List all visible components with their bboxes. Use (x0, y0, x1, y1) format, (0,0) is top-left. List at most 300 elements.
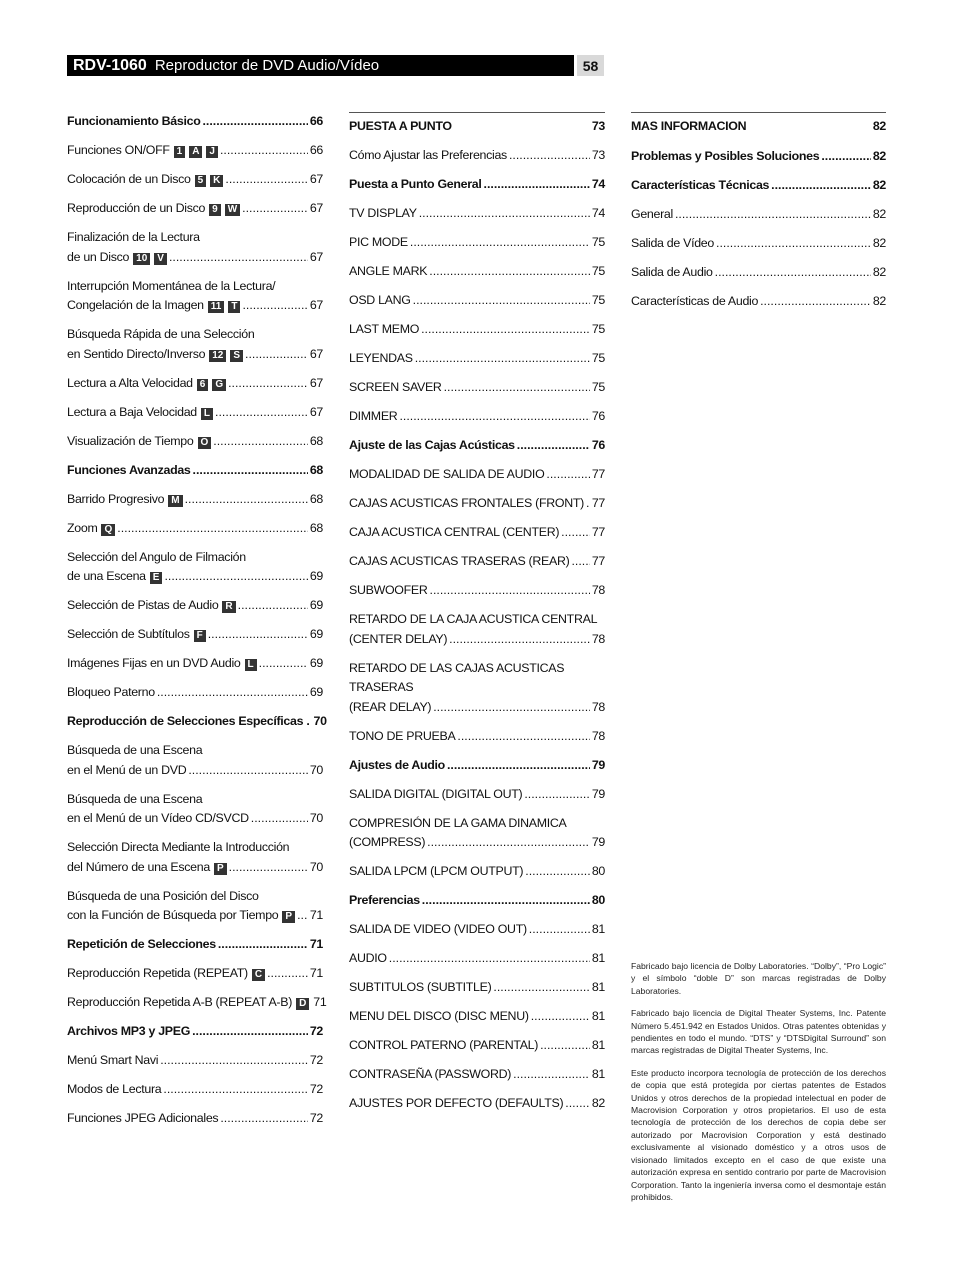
toc-entry-title: CAJAS ACUSTICAS TRASERAS (REAR) (349, 554, 570, 568)
toc-entry (67, 1109, 323, 1129)
toc-entry-title: de un Disco (67, 249, 130, 264)
toc-entry-line (631, 234, 886, 254)
toc-entry (349, 610, 605, 649)
toc-entry-line (631, 176, 886, 196)
toc-entry-line (349, 552, 605, 572)
toc-leader-dots (586, 494, 590, 514)
toc-entry (349, 727, 605, 747)
remote-key-badge: Q (101, 524, 115, 536)
toc-entry-line (67, 712, 327, 732)
toc-leader-dots (251, 809, 308, 829)
toc-entry-title: PIC MODE (349, 235, 408, 249)
toc-entry-line (349, 756, 605, 776)
toc-entry-title-line: Selección Directa Mediante la Introducción (67, 840, 290, 854)
toc-leader-dots (484, 175, 590, 195)
toc-entry-title: TV DISPLAY (349, 206, 417, 220)
toc-leader-dots (529, 920, 590, 940)
toc-entry (67, 625, 323, 645)
toc-leader-dots (157, 683, 308, 703)
toc-entry-line (67, 858, 323, 878)
toc-entry-title: Problemas y Posibles Soluciones (631, 148, 820, 163)
toc-leader-dots (513, 1065, 590, 1085)
toc-entry-line (631, 263, 886, 283)
toc-entry (349, 581, 605, 601)
toc-page-number: 72 (309, 1053, 323, 1067)
toc-leader-dots (509, 146, 590, 166)
toc-page-number: 75 (591, 351, 605, 365)
toc-page-number: 75 (591, 322, 605, 336)
remote-key-badge: 11 (208, 301, 225, 313)
toc-page-number: 68 (309, 520, 323, 535)
toc-leader-dots (565, 1094, 590, 1114)
remote-key-badge: C (252, 969, 265, 981)
toc-entry (349, 552, 605, 572)
toc-entry-title: Congelación de la Imagen (67, 298, 204, 312)
toc-entry-title: LAST MEMO (349, 322, 420, 336)
toc-page-number: 69 (309, 656, 323, 670)
toc-leader-dots (422, 891, 590, 911)
toc-page-number: 73 (591, 148, 605, 162)
toc-entry-title: Reproducción Repetida A-B (REPEAT A-B) (67, 995, 293, 1009)
toc-page-number: 68 (309, 491, 323, 506)
toc-entry-title: SCREEN SAVER (349, 380, 442, 394)
toc-entry-line (631, 117, 886, 137)
model-name: RDV-1060 (73, 56, 147, 74)
toc-entry-title: CONTRASEÑA (PASSWORD) (349, 1067, 512, 1081)
toc-entry-title-line: Interrupción Momentánea de la Lectura/ (67, 278, 276, 293)
toc-entry (349, 949, 605, 969)
toc-entry-line (349, 523, 605, 543)
remote-key-badge: L (201, 408, 213, 420)
toc-page-number: 72 (309, 1111, 323, 1125)
toc-leader-dots (427, 833, 590, 853)
toc-entry-title: en el Menú de un Vídeo CD/SVCD (67, 811, 249, 825)
toc-entry (349, 1094, 605, 1114)
remote-key-badge: 1 (174, 146, 186, 158)
toc-entry (349, 407, 605, 427)
toc-entry (67, 374, 323, 394)
remote-key-badge: R (222, 601, 235, 613)
toc-entry-title-line: RETARDO DE LAS CAJAS ACUSTICAS TRASERAS (349, 660, 565, 694)
toc-entry-title: SALIDA LPCM (LPCM OUTPUT) (349, 864, 524, 878)
remote-key-badge: F (194, 630, 206, 642)
toc-entry-line (67, 596, 323, 616)
toc-leader-dots (259, 654, 308, 674)
toc-entry-line (67, 345, 323, 365)
toc-entry-line (349, 949, 605, 969)
toc-entry (349, 291, 605, 311)
toc-entry-title: SUBTITULOS (SUBTITLE) (349, 980, 492, 994)
toc-entry (67, 325, 323, 364)
toc-entry (349, 465, 605, 485)
toc-entry-title: Ajuste de las Cajas Acústicas (349, 438, 515, 452)
toc-entry-title: MODALIDAD DE SALIDA DE AUDIO (349, 467, 545, 481)
toc-entry (67, 683, 323, 703)
toc-entry-title: Funciones Avanzadas (67, 462, 191, 477)
toc-entry-line (67, 199, 323, 219)
toc-page-number: 82 (872, 177, 886, 192)
toc-page-number: 82 (872, 148, 886, 163)
remote-key-badge: P (282, 911, 295, 923)
remote-key-badge: A (189, 146, 202, 158)
toc-page-number: 75 (591, 264, 605, 278)
toc-page-number: 69 (309, 627, 323, 641)
toc-entry (349, 262, 605, 282)
toc-leader-dots (571, 552, 589, 572)
toc-entry-title: Selección de Pistas de Audio (67, 598, 219, 612)
toc-entry (67, 277, 323, 316)
toc-entry-title: Modos de Lectura (67, 1082, 162, 1096)
toc-entry-title: en Sentido Directo/Inverso (67, 346, 206, 361)
toc-entry-line (67, 809, 323, 829)
toc-leader-dots (531, 1007, 590, 1027)
toc-entry-title: Archivos MP3 y JPEG (67, 1024, 191, 1038)
toc-entry-title-line: Búsqueda de una Escena (67, 743, 203, 757)
toc-entry-title: Preferencias (349, 893, 420, 907)
toc-entry-line (349, 291, 605, 311)
toc-entry-line (349, 407, 605, 427)
toc-page-number: 77 (591, 496, 605, 510)
remote-key-badge: D (296, 998, 309, 1010)
toc-page-number: 82 (872, 206, 886, 221)
toc-entry-title: (REAR DELAY) (349, 699, 432, 714)
toc-entry-title: Colocación de un Disco (67, 172, 191, 186)
toc-entry-title: AJUSTES POR DEFECTO (DEFAULTS) (349, 1096, 564, 1110)
toc-leader-dots (238, 596, 308, 616)
toc-entry-line (67, 567, 323, 587)
toc-entry (349, 1036, 605, 1056)
toc-page-number: 82 (872, 264, 886, 279)
toc-page-number: 74 (591, 206, 605, 220)
toc-page-number: 81 (591, 1067, 605, 1081)
toc-entry-line (67, 683, 323, 703)
toc-section-heading (67, 712, 327, 732)
toc-leader-dots (429, 262, 590, 282)
toc-column-1 (67, 112, 327, 1138)
toc-entry (67, 964, 323, 984)
toc-entry (349, 785, 605, 805)
toc-leader-dots (192, 1022, 308, 1042)
toc-leader-dots (215, 403, 308, 423)
toc-leader-dots (821, 147, 870, 167)
toc-entry (349, 920, 605, 940)
toc-leader-dots (297, 906, 308, 926)
toc-entry-line (67, 461, 323, 481)
toc-page-number: 82 (872, 293, 886, 308)
toc-entry-title: (COMPRESS) (349, 835, 426, 849)
page-number: 58 (577, 55, 604, 76)
toc-entry-title: SALIDA DIGITAL (DIGITAL OUT) (349, 786, 523, 801)
toc-section-heading (631, 176, 886, 196)
trademark-note: Fabricado bajo licencia de Digital Theater Systems, Inc. Patente Número 5.451.942 en Estados Unidos. Otras patentes obtenidas y pendientes en todo el mundo. “DTS” y “DTSDigital Surround” son marcas registradas de Digital Theater Systems, Inc. (631, 1008, 886, 1056)
toc-section-heading (67, 1022, 323, 1042)
toc-leader-dots (267, 964, 308, 984)
toc-leader-dots (525, 862, 590, 882)
toc-page-number: 74 (591, 177, 605, 191)
toc-leader-dots (193, 461, 308, 481)
toc-page-number: 78 (591, 728, 605, 743)
toc-entry-title: Reproducción Repetida (REPEAT) (67, 966, 248, 980)
toc-entry-title-line: RETARDO DE LA CAJA ACUSTICA CENTRAL (349, 612, 598, 626)
toc-page-number: 79 (591, 835, 605, 849)
toc-leader-dots (716, 234, 871, 254)
toc-entry-title: TONO DE PRUEBA (349, 728, 456, 743)
trademark-note: Este producto incorpora tecnología de protección de los derechos de copia que está protegida por ciertas patentes de Estados Unidos y otros derechos de la propiedad intelectual en poder de Macrovision Corporation y otros propietarios. El uso de esta tecnología de protección de los derechos de copia debe ser autorizado por Macrovision Corporation y está destinado exclusivamente al visionado doméstico y a otros usos de visionado limitados excepto en el caso de que existe una autorización expresa en sentido contrario por parte de Macrovision Corporation. Tanto la ingeniería inversa como el desmontaje están prohibidos. (631, 1067, 886, 1202)
toc-entry-line (349, 1065, 605, 1085)
toc-entry-line (67, 141, 323, 161)
toc-page-number: 72 (309, 1082, 323, 1096)
toc-entry (349, 320, 605, 340)
toc-entry-title-line: Búsqueda Rápida de una Selección (67, 327, 255, 341)
toc-entry-line (67, 906, 323, 926)
toc-entry (349, 233, 605, 253)
toc-section-heading (349, 756, 605, 776)
toc-page-number: 75 (591, 235, 605, 249)
toc-entry (67, 548, 323, 587)
toc-leader-dots (188, 761, 307, 781)
toc-leader-dots (524, 785, 589, 805)
toc-entry-title: Menú Smart Navi (67, 1053, 159, 1067)
toc-leader-dots (715, 263, 871, 283)
page-header (67, 55, 604, 76)
toc-section-heading (349, 117, 605, 137)
toc-section-heading (67, 112, 323, 132)
toc-entry (67, 596, 323, 616)
toc-entry-line (67, 935, 323, 955)
toc-page-number: 82 (872, 119, 886, 133)
remote-key-badge: T (228, 301, 240, 313)
remote-key-badge: M (168, 495, 182, 507)
toc-entry (349, 494, 605, 514)
toc-entry-line (349, 630, 605, 650)
toc-entry-title: Características de Audio (631, 293, 759, 308)
toc-leader-dots (220, 1109, 308, 1129)
toc-leader-dots (540, 1036, 590, 1056)
toc-page-number: 66 (309, 114, 323, 128)
toc-entry-line (67, 170, 323, 190)
toc-section-heading (67, 461, 323, 481)
toc-leader-dots (517, 436, 590, 456)
toc-page-number: 70 (309, 811, 323, 825)
toc-page-number: 77 (591, 525, 605, 539)
toc-entry (349, 349, 605, 369)
toc-leader-dots (561, 523, 590, 543)
toc-entry-line (349, 233, 605, 253)
toc-entry (67, 519, 323, 539)
remote-key-badge: V (154, 253, 167, 265)
toc-page-number: 68 (309, 433, 323, 448)
remote-key-badge: K (210, 175, 223, 187)
toc-page-number: 71 (309, 908, 323, 922)
toc-section-heading (67, 935, 323, 955)
toc-entry (631, 292, 886, 312)
toc-entry (349, 978, 605, 998)
toc-page-number: 67 (309, 249, 323, 264)
toc-entry-title: Visualización de Tiempo (67, 433, 194, 448)
toc-entry-title: ANGLE MARK (349, 264, 428, 278)
toc-entry-line (349, 891, 605, 911)
toc-page-number: 77 (591, 467, 605, 481)
toc-page-number: 69 (309, 685, 323, 699)
remote-key-badge: S (230, 350, 243, 362)
remote-key-badge: J (206, 146, 218, 158)
toc-entry-line (67, 374, 323, 394)
remote-key-badge: 9 (209, 204, 221, 216)
toc-entry-title: CONTROL PATERNO (PARENTAL) (349, 1038, 539, 1052)
toc-page-number: 77 (591, 554, 605, 568)
toc-page-number: 82 (591, 1096, 605, 1110)
toc-page-number: 76 (591, 438, 605, 452)
toc-page-number: 73 (591, 119, 605, 133)
toc-leader-dots (208, 625, 308, 645)
toc-entry-title: Salida de Audio (631, 264, 713, 279)
toc-entry-line (349, 175, 605, 195)
toc-leader-dots (413, 291, 590, 311)
toc-entry-line (67, 1051, 323, 1071)
toc-entry-line (631, 147, 886, 167)
toc-entry-title: SALIDA DE VIDEO (VIDEO OUT) (349, 922, 527, 936)
toc-entry-line (349, 727, 605, 747)
toc-entry-title: PUESTA A PUNTO (349, 119, 452, 133)
toc-leader-dots (117, 519, 308, 539)
toc-entry-title-line: Búsqueda de una Posición del Disco (67, 888, 259, 903)
toc-entry-title: Ajustes de Audio (349, 757, 445, 772)
toc-entry (67, 741, 323, 780)
toc-page-number: 75 (591, 380, 605, 394)
toc-entry-line (349, 862, 605, 882)
toc-entry-line (349, 785, 605, 805)
toc-entry (349, 862, 605, 882)
toc-leader-dots (229, 858, 308, 878)
toc-entry (67, 170, 323, 190)
toc-entry (67, 654, 323, 674)
toc-page-number: 71 (309, 937, 323, 951)
toc-section-heading (349, 175, 605, 195)
toc-entry (349, 378, 605, 398)
toc-entry-title: SUBWOOFER (349, 583, 428, 597)
toc-page-number: 67 (309, 375, 323, 390)
toc-entry-title: Cómo Ajustar las Preferencias (349, 148, 507, 162)
toc-page-number: 68 (309, 462, 323, 477)
toc-entry-line (349, 978, 605, 998)
toc-entry-line (631, 205, 886, 225)
toc-entry-line (67, 112, 323, 132)
toc-page-number: 71 (309, 966, 323, 980)
toc-entry (67, 403, 323, 423)
toc-entry-title: Salida de Vídeo (631, 235, 714, 250)
toc-leader-dots (242, 199, 308, 219)
toc-entry-line (349, 1036, 605, 1056)
toc-leader-dots (218, 935, 308, 955)
toc-section-heading (349, 436, 605, 456)
toc-entry-line (349, 833, 605, 853)
toc-section-heading (349, 891, 605, 911)
toc-entry-line (67, 519, 323, 539)
toc-page-number: 79 (591, 786, 605, 801)
toc-entry (67, 1080, 323, 1100)
toc-entry-line (67, 490, 323, 510)
toc-entry-title: (CENTER DELAY) (349, 631, 448, 646)
toc-entry (349, 1007, 605, 1027)
toc-entry-title: Reproducción de un Disco (67, 201, 206, 215)
toc-leader-dots (493, 978, 589, 998)
toc-entry-title-line: Selección del Angulo de Filmación (67, 549, 246, 564)
toc-entry-title: DIMMER (349, 409, 398, 423)
toc-leader-dots (220, 141, 308, 161)
toc-entry (67, 141, 323, 161)
toc-page-number: 67 (309, 298, 323, 312)
toc-entry-line (67, 964, 323, 984)
remote-key-badge: 6 (197, 379, 209, 391)
toc-page-number: 71 (313, 995, 327, 1009)
toc-entry-title: CAJAS ACUSTICAS FRONTALES (FRONT) (349, 496, 584, 510)
toc-entry-title: OSD LANG (349, 293, 411, 307)
toc-page-number: 76 (591, 409, 605, 423)
toc-entry-title-line: Finalización de la Lectura (67, 230, 200, 244)
toc-leader-dots (675, 205, 871, 225)
toc-entry (349, 523, 605, 543)
toc-entry-line (349, 1094, 605, 1114)
toc-entry-line (349, 349, 605, 369)
toc-page-number: 70 (309, 859, 323, 874)
toc-leader-dots (771, 176, 871, 196)
toc-entry-line (67, 1109, 323, 1129)
toc-entry-title-line: Búsqueda de una Escena (67, 791, 203, 806)
toc-entry-title: Lectura a Alta Velocidad (67, 375, 193, 390)
remote-key-badge: O (198, 437, 212, 449)
remote-key-badge: E (150, 572, 163, 584)
toc-page-number: 80 (591, 893, 605, 907)
toc-entry-title: Puesta a Punto General (349, 177, 482, 191)
toc-entry-title: del Número de una Escena (67, 859, 210, 874)
toc-entry (67, 1051, 323, 1071)
toc-entry-line (349, 920, 605, 940)
toc-entry-title: Características Técnicas (631, 177, 770, 192)
toc-leader-dots (457, 727, 589, 747)
toc-entry-title: MENU DEL DISCO (DISC MENU) (349, 1009, 529, 1023)
remote-key-badge: L (245, 659, 257, 671)
toc-entry-line (349, 698, 605, 718)
toc-leader-dots (245, 345, 308, 365)
toc-entry-line (67, 248, 323, 268)
toc-entry (349, 146, 605, 166)
toc-entry-line (349, 581, 605, 601)
toc-leader-dots (415, 349, 590, 369)
toc-entry-line (67, 1022, 323, 1042)
toc-page-number: 70 (313, 714, 327, 728)
toc-page-number: 69 (309, 598, 323, 612)
toc-entry-title: Reproducción de Selecciones Específicas . (67, 714, 310, 728)
toc-entry (349, 659, 605, 718)
toc-leader-dots (449, 630, 590, 650)
toc-page-number: 75 (591, 293, 605, 307)
toc-entry-line (67, 296, 323, 316)
trademark-note: Fabricado bajo licencia de Dolby Laboratories. “Dolby”, “Pro Logic” y el símbolo “doble D” son marcas registradas de Dolby Laboratories. (631, 961, 886, 996)
toc-entry-title: Imágenes Fijas en un DVD Audio (67, 656, 241, 670)
toc-entry-line (67, 993, 327, 1013)
toc-page-number: 79 (591, 757, 605, 772)
toc-entry-line (67, 625, 323, 645)
toc-column-2 (349, 112, 605, 1123)
toc-entry (67, 887, 323, 926)
toc-page-number: 82 (872, 235, 886, 250)
toc-page-number: 78 (591, 583, 605, 597)
toc-entry (67, 490, 323, 510)
toc-leader-dots (447, 756, 590, 776)
toc-leader-dots (163, 1080, 307, 1100)
toc-entry (67, 790, 323, 829)
toc-leader-dots (169, 248, 308, 268)
